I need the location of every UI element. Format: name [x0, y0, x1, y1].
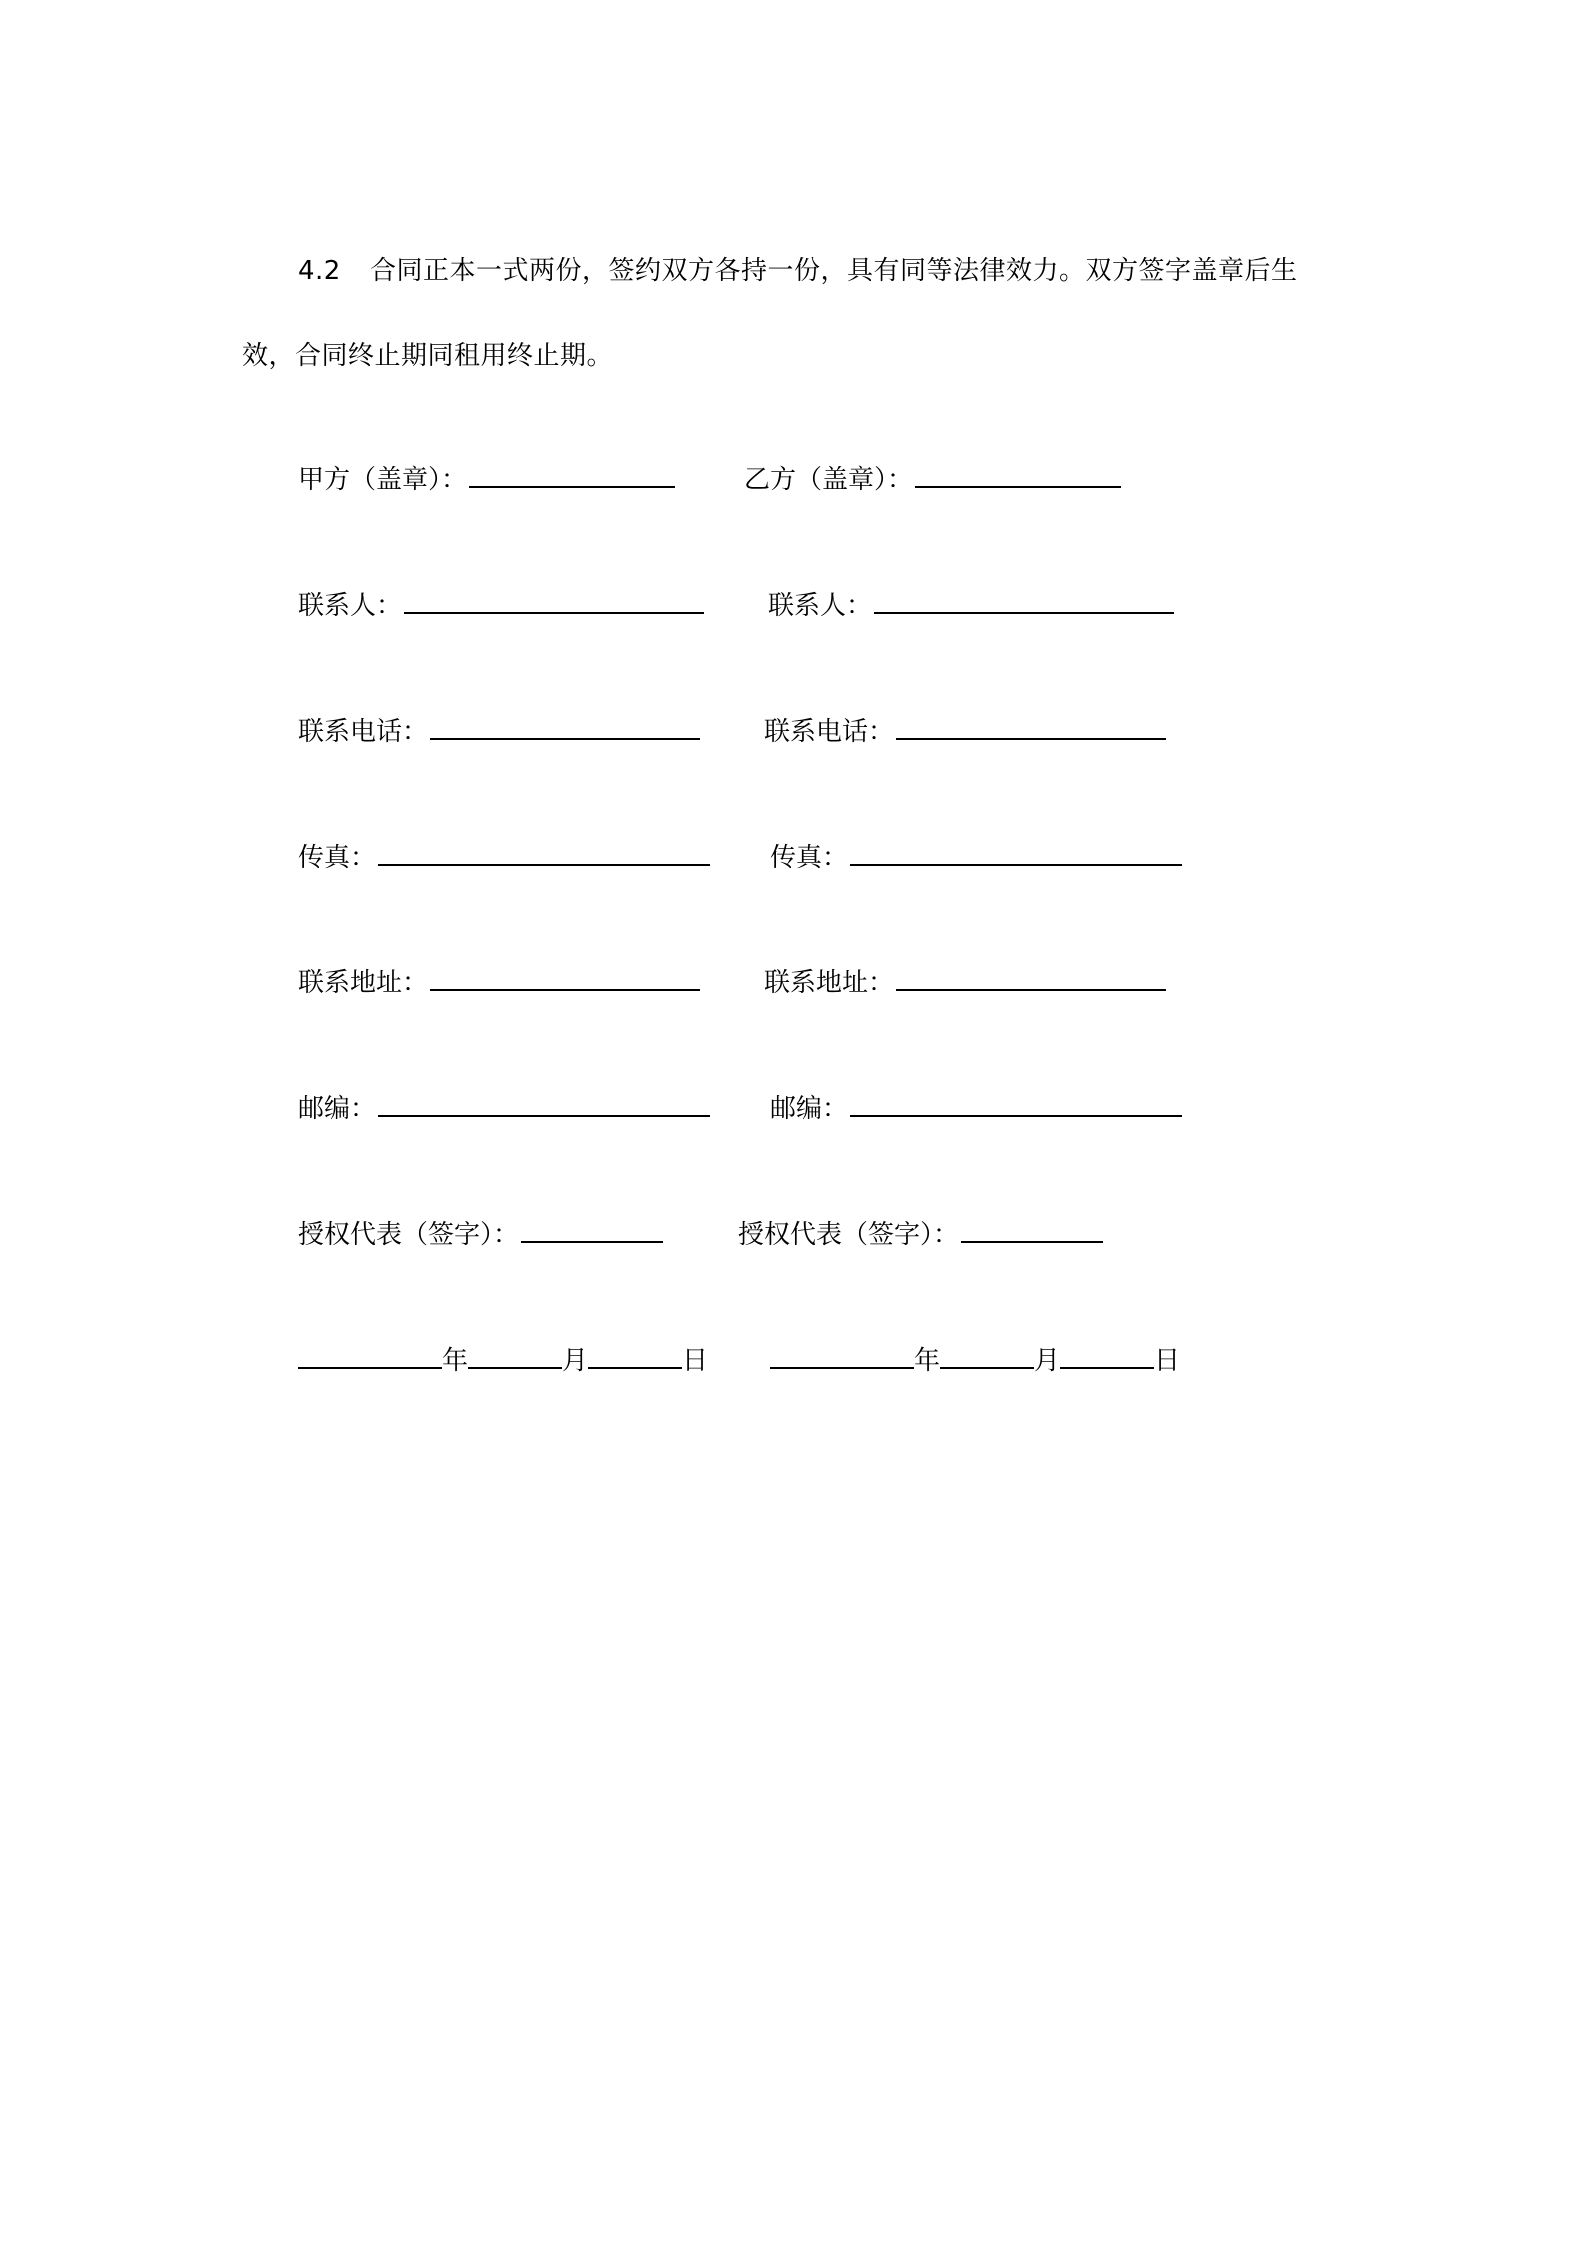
party-a-seal-field[interactable] [298, 463, 675, 497]
party-a-year-label: 年 [442, 1346, 469, 1376]
party-b-rep-blank[interactable] [961, 1219, 1103, 1243]
party-a-postcode-blank[interactable] [378, 1093, 710, 1117]
party-a-address-label: 联系地址： [298, 968, 429, 998]
party-b-day-label: 日 [1154, 1346, 1181, 1376]
party-b-year-label: 年 [914, 1346, 941, 1376]
clause-text-line-2: 效，合同终止期同租用终止期。 [242, 341, 614, 371]
party-a-contact-blank[interactable] [404, 590, 704, 614]
party-b-address-field[interactable] [764, 966, 1166, 1000]
party-a-fax-label: 传真： [298, 843, 377, 873]
party-b-date-field[interactable] [770, 1344, 1180, 1378]
party-a-day-label: 日 [682, 1346, 709, 1376]
party-a-date-field[interactable] [298, 1344, 708, 1378]
party-b-rep-label: 授权代表（签字）： [738, 1220, 960, 1250]
party-a-contact-field[interactable] [298, 589, 704, 623]
clause-text-line-1: 合同正本一式两份，签约双方各持一份，具有同等法律效力。双方签字盖章后生 [370, 256, 1298, 286]
party-a-phone-blank[interactable] [430, 716, 700, 740]
party-b-seal-blank[interactable] [915, 464, 1121, 488]
party-b-contact-label: 联系人： [768, 591, 873, 621]
party-a-fax-field[interactable] [298, 841, 710, 875]
party-a-seal-label: 甲方（盖章）： [298, 465, 468, 495]
party-b-postcode-field[interactable] [770, 1092, 1182, 1126]
party-b-seal-label: 乙方（盖章）： [744, 465, 914, 495]
clause-number: 4.2 [298, 256, 341, 286]
party-b-fax-label: 传真： [770, 843, 849, 873]
party-b-phone-label: 联系电话： [764, 717, 895, 747]
party-a-rep-blank[interactable] [521, 1219, 663, 1243]
party-b-contact-blank[interactable] [874, 590, 1174, 614]
party-a-month-blank[interactable] [468, 1345, 562, 1369]
party-b-day-blank[interactable] [1060, 1345, 1154, 1369]
party-b-month-blank[interactable] [940, 1345, 1034, 1369]
party-a-seal-blank[interactable] [469, 464, 675, 488]
party-b-fax-blank[interactable] [850, 842, 1182, 866]
party-a-year-blank[interactable] [298, 1345, 442, 1369]
party-a-contact-label: 联系人： [298, 591, 403, 621]
party-b-month-label: 月 [1034, 1346, 1061, 1376]
clause-line-2 [242, 339, 613, 373]
party-a-rep-label: 授权代表（签字）： [298, 1220, 520, 1250]
party-b-address-label: 联系地址： [764, 968, 895, 998]
party-a-phone-label: 联系电话： [298, 717, 429, 747]
party-b-fax-field[interactable] [770, 841, 1182, 875]
clause-line-1 [298, 254, 1298, 288]
party-b-seal-field[interactable] [744, 463, 1121, 497]
party-b-year-blank[interactable] [770, 1345, 914, 1369]
party-b-postcode-blank[interactable] [850, 1093, 1182, 1117]
party-a-day-blank[interactable] [588, 1345, 682, 1369]
party-b-phone-field[interactable] [764, 715, 1166, 749]
party-a-phone-field[interactable] [298, 715, 700, 749]
party-a-address-blank[interactable] [430, 967, 700, 991]
party-b-phone-blank[interactable] [896, 716, 1166, 740]
party-b-address-blank[interactable] [896, 967, 1166, 991]
party-a-address-field[interactable] [298, 966, 700, 1000]
party-a-postcode-label: 邮编： [298, 1094, 377, 1124]
party-a-postcode-field[interactable] [298, 1092, 710, 1126]
party-a-month-label: 月 [562, 1346, 589, 1376]
party-a-fax-blank[interactable] [378, 842, 710, 866]
party-b-rep-field[interactable] [738, 1218, 1103, 1252]
party-b-postcode-label: 邮编： [770, 1094, 849, 1124]
party-a-rep-field[interactable] [298, 1218, 663, 1252]
party-b-contact-field[interactable] [768, 589, 1174, 623]
